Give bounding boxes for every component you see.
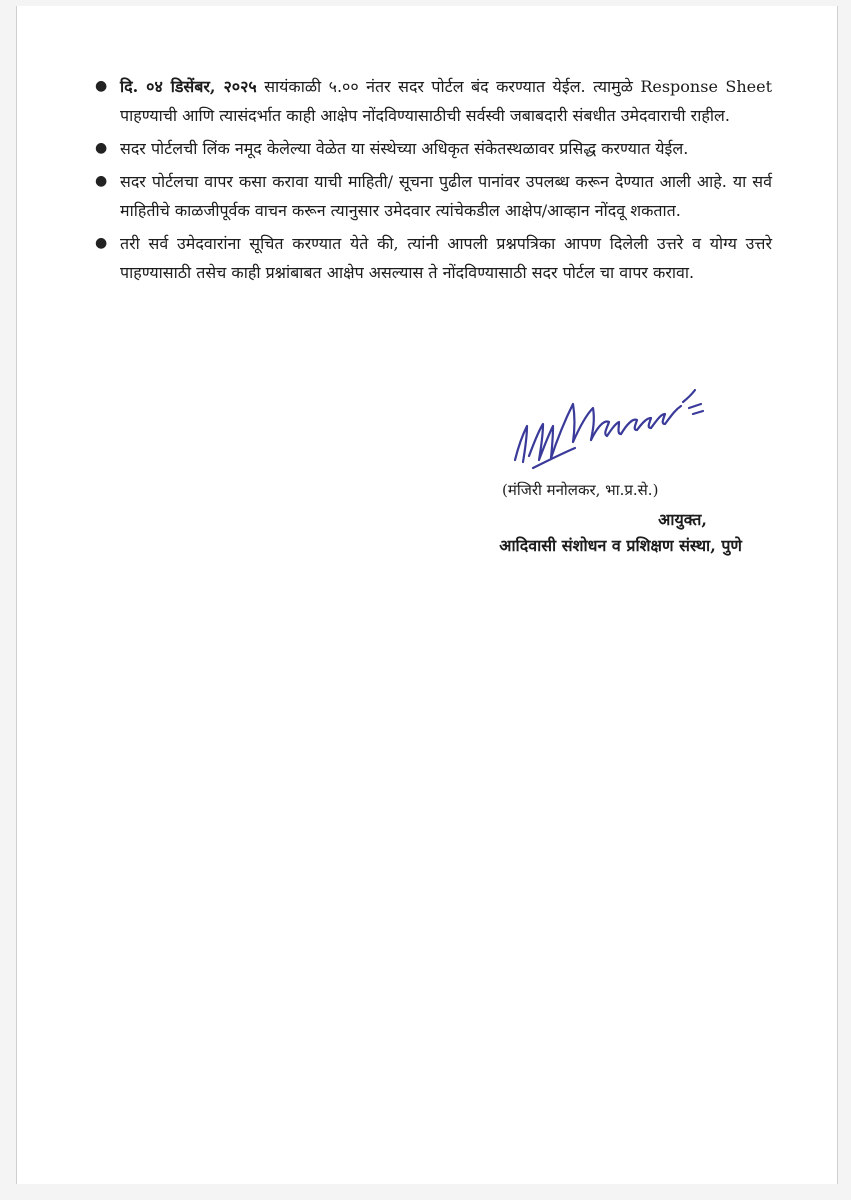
signatory-name: (मंजिरी मनोलकर, भा.प्र.से.) — [502, 481, 659, 499]
notice-item-1 — [92, 72, 772, 130]
notice-text: सदर पोर्टलचा वापर कसा करावा याची माहिती/ सूचना पुढील पानांवर उपलब्ध करून देण्यात आली आहे. या सर्व माहितीचे काळजीपूर्वक वाचन करून त्यानुसार उमेदवार त्यांचेकडील आक्षेप/आव्हान नोंदवू शकतात. — [120, 172, 772, 220]
notice-list — [92, 72, 772, 291]
signatory-organization: आदिवासी संशोधन व प्रशिक्षण संस्था, पुणे — [499, 536, 742, 555]
notice-text: तरी सर्व उमेदवारांना सूचित करण्यात येते की, त्यांनी आपली प्रश्नपत्रिका आपण दिलेली उत्तरे व योग्य उत्तरे पाहण्यासाठी तसेच काही प्रश्नांबाबत आक्षेप असल्यास ते नोंदविण्यासाठी सदर पोर्टल चा वापर करावा. — [120, 234, 772, 282]
signatory-designation: आयुक्त, — [658, 510, 707, 529]
document-page — [16, 6, 838, 1184]
bullet-icon: ● — [95, 173, 108, 189]
notice-item-3 — [92, 167, 772, 225]
bullet-icon: ● — [95, 140, 108, 156]
handwritten-signature — [505, 364, 715, 484]
notice-text: सायंकाळी ५.०० नंतर सदर पोर्टल बंद करण्यात येईल. त्यामुळे Response Sheet पाहण्याची आणि त्यासंदर्भात काही आक्षेप नोंदविण्यासाठीची सर्वस्वी जबाबदारी संबधीत उमेदवाराची राहील. — [120, 77, 772, 125]
notice-item-2 — [92, 134, 772, 163]
bullet-icon: ● — [95, 78, 108, 94]
notice-date: दि. ०४ डिसेंबर, २०२५ — [120, 77, 257, 96]
notice-text: सदर पोर्टलची लिंक नमूद केलेल्या वेळेत या संस्थेच्या अधिकृत संकेतस्थळावर प्रसिद्ध करण्यात येईल. — [120, 139, 689, 158]
notice-item-4 — [92, 229, 772, 287]
bullet-icon: ● — [95, 235, 108, 251]
